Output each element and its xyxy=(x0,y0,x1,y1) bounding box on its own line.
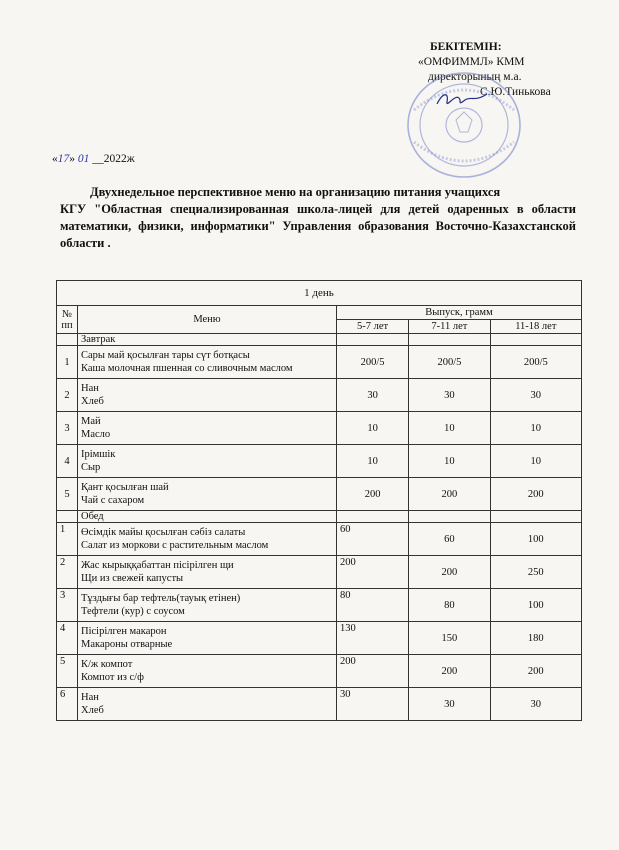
dish-name-ru: Каша молочная пшенная со сливочным маслом xyxy=(81,363,293,374)
meal-lunch: Обед xyxy=(78,511,337,523)
approval-position: директорының м.а. xyxy=(428,71,522,83)
dish-name-kz: К/ж компот xyxy=(81,659,133,670)
row-number: 4 xyxy=(57,622,78,655)
dish-name-kz: Ірімшік xyxy=(81,449,116,460)
portion-age-3: 100 xyxy=(490,589,581,622)
row-number: 2 xyxy=(57,556,78,589)
header-age-1: 5-7 лет xyxy=(337,320,409,334)
portion-age-1: 10 xyxy=(337,412,409,445)
dish-name xyxy=(78,412,337,445)
dish-name-ru: Макароны отварные xyxy=(81,639,173,650)
date-day: 17 xyxy=(57,153,70,165)
header-age-3: 11-18 лет xyxy=(490,320,581,334)
row-number: 2 xyxy=(57,379,78,412)
dish-name xyxy=(78,622,337,655)
portion-age-3: 200 xyxy=(490,478,581,511)
header-age-2: 7-11 лет xyxy=(409,320,490,334)
portion-age-3: 200/5 xyxy=(490,346,581,379)
date-month: 01 xyxy=(77,153,90,165)
date-year: 2022ж xyxy=(103,153,135,165)
dish-name xyxy=(78,445,337,478)
dish-name-ru: Тефтели (кур) с соусом xyxy=(81,606,185,617)
portion-age-2: 30 xyxy=(409,379,490,412)
day-heading: 1 день xyxy=(57,281,582,306)
portion-age-1: 200 xyxy=(337,556,409,589)
table-row xyxy=(57,478,582,511)
dish-name-kz: Нан xyxy=(81,383,99,394)
row-number: 5 xyxy=(57,655,78,688)
portion-age-2: 200/5 xyxy=(409,346,490,379)
portion-age-3: 30 xyxy=(490,688,581,721)
portion-age-3: 30 xyxy=(490,379,581,412)
menu-table xyxy=(56,280,582,721)
table-row xyxy=(57,688,582,721)
portion-age-1: 80 xyxy=(337,589,409,622)
dish-name xyxy=(78,688,337,721)
title-rest: КГУ "Областная специализированная школа-лицей для детей одаренных в области математики, физики, информатики" Управления образования Восточно-Казахстанской области . xyxy=(60,202,576,250)
portion-age-3: 10 xyxy=(490,445,581,478)
portion-age-2: 150 xyxy=(409,622,490,655)
meal-breakfast: Завтрак xyxy=(78,334,337,346)
portion-age-2: 200 xyxy=(409,478,490,511)
dish-name-ru: Сыр xyxy=(81,462,101,473)
dish-name-ru: Щи из свежей капусты xyxy=(81,573,184,584)
table-row xyxy=(57,523,582,556)
portion-age-1: 200/5 xyxy=(337,346,409,379)
table-row xyxy=(57,589,582,622)
dish-name-ru: Масло xyxy=(81,429,111,440)
dish-name-kz: Өсімдік майы қосылған сәбіз салаты xyxy=(81,527,246,538)
document-date: «17» 01 __2022ж xyxy=(52,153,135,165)
dish-name xyxy=(78,523,337,556)
dish-name xyxy=(78,589,337,622)
portion-age-1: 30 xyxy=(337,688,409,721)
portion-age-3: 200 xyxy=(490,655,581,688)
dish-name-kz: Қант қосылған шай xyxy=(81,482,169,493)
dish-name xyxy=(78,556,337,589)
approval-heading: БЕКІТЕМІН: xyxy=(430,41,502,53)
table-row xyxy=(57,556,582,589)
table-row xyxy=(57,412,582,445)
row-number: 6 xyxy=(57,688,78,721)
row-number: 3 xyxy=(57,589,78,622)
table-row xyxy=(57,622,582,655)
dish-name-kz: Пісірілген макарон xyxy=(81,626,167,637)
dish-name-ru: Салат из моркови с растительным маслом xyxy=(81,540,269,551)
title-line-1: Двухнедельное перспективное меню на организацию питания учащихся xyxy=(90,185,501,199)
portion-age-3: 250 xyxy=(490,556,581,589)
dish-name-ru: Компот из с/ф xyxy=(81,672,144,683)
portion-age-1: 200 xyxy=(337,478,409,511)
dish-name-kz: Май xyxy=(81,416,101,427)
row-number: 5 xyxy=(57,478,78,511)
portion-age-2: 10 xyxy=(409,412,490,445)
portion-age-2: 10 xyxy=(409,445,490,478)
row-number: 4 xyxy=(57,445,78,478)
portion-age-3: 100 xyxy=(490,523,581,556)
dish-name xyxy=(78,346,337,379)
portion-age-3: 180 xyxy=(490,622,581,655)
dish-name-ru: Хлеб xyxy=(81,705,104,716)
portion-age-1: 130 xyxy=(337,622,409,655)
dish-name xyxy=(78,379,337,412)
approval-organization: «ОМФИММЛ» КММ xyxy=(418,56,525,68)
dish-name-kz: Тұздығы бар тефтель(тауық етінен) xyxy=(81,593,241,604)
dish-name-ru: Чай с сахаром xyxy=(81,495,145,506)
header-output: Выпуск, грамм xyxy=(337,306,582,320)
portion-age-3: 10 xyxy=(490,412,581,445)
row-number: 1 xyxy=(57,346,78,379)
stamp-seal xyxy=(404,70,524,180)
dish-name xyxy=(78,655,337,688)
portion-age-2: 30 xyxy=(409,688,490,721)
table-row xyxy=(57,346,582,379)
dish-name-kz: Нан xyxy=(81,692,99,703)
portion-age-1: 60 xyxy=(337,523,409,556)
portion-age-2: 200 xyxy=(409,556,490,589)
row-number: 3 xyxy=(57,412,78,445)
table-row xyxy=(57,379,582,412)
portion-age-1: 30 xyxy=(337,379,409,412)
portion-age-1: 10 xyxy=(337,445,409,478)
dish-name-ru: Хлеб xyxy=(81,396,104,407)
header-menu: Меню xyxy=(78,306,337,334)
portion-age-2: 60 xyxy=(409,523,490,556)
row-number: 1 xyxy=(57,523,78,556)
dish-name-kz: Жас кырыққабаттан пісірілген щи xyxy=(81,560,234,571)
table-row xyxy=(57,655,582,688)
dish-name-kz: Сары май қосылған тары сүт ботқасы xyxy=(81,350,250,361)
portion-age-1: 200 xyxy=(337,655,409,688)
portion-age-2: 80 xyxy=(409,589,490,622)
signature-icon xyxy=(435,88,490,110)
table-row xyxy=(57,445,582,478)
approval-name: С.Ю.Тинькова xyxy=(480,86,551,98)
portion-age-2: 200 xyxy=(409,655,490,688)
document-title xyxy=(60,184,576,252)
header-num: № пп xyxy=(57,306,78,334)
dish-name xyxy=(78,478,337,511)
